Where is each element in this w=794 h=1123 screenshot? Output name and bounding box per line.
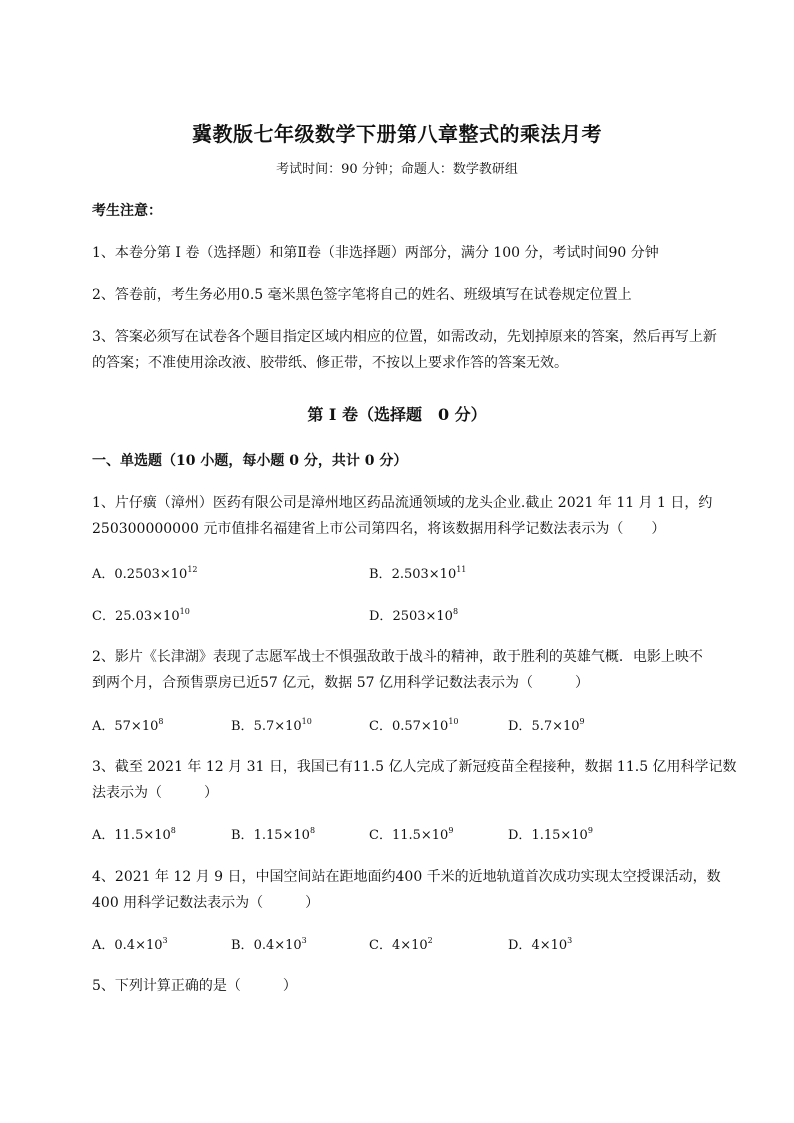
option-base: 11.5×10 [391, 828, 449, 843]
option-base: 4×10 [391, 938, 428, 953]
question-1-line-2: 250300000000 元市值排名福建省上市公司第四名，将该数据用科学记数法表示为（ ） [92, 521, 666, 537]
page-title: 冀教版七年级数学下册第八章整式的乘法月考 [192, 122, 602, 146]
option-label: A． [92, 828, 115, 843]
q2-option-a[interactable] [92, 715, 163, 734]
question-4-line-1: 4、2021 年 12 月 9 日，中国空间站在距地面约400 千米的近地轨道首次成功实现太空授课活动，数 [92, 869, 721, 885]
option-label: A． [92, 567, 115, 582]
q4-option-a[interactable] [92, 934, 168, 953]
option-label: C． [92, 609, 115, 624]
question-1-line-1: 1、片仔癀（漳州）医药有限公司是漳州地区药品流通领域的龙头企业.截止 2021 年 11 月 1 日，约 [92, 495, 713, 511]
option-exponent: 3 [567, 936, 573, 945]
option-label: D． [508, 938, 532, 953]
notice-item-3: 3、答案必须写在试卷各个题目指定区域内相应的位置，如需改动，先划掉原来的答案，然后再写上新 [92, 329, 717, 345]
option-base: 0.2503×10 [114, 567, 188, 582]
q1-option-b[interactable] [369, 563, 466, 582]
option-label: D． [369, 609, 393, 624]
question-5-line-1: 5、下列计算正确的是（ ） [92, 978, 297, 994]
option-label: D． [508, 719, 532, 734]
q2-option-b[interactable] [231, 715, 312, 734]
option-base: 11.5×10 [114, 828, 171, 843]
q4-option-c[interactable] [369, 934, 433, 953]
option-label: B． [231, 938, 254, 953]
question-4-line-2: 400 用科学记数法表示为（ ） [92, 895, 320, 911]
question-2-line-2: 到两个月，合预售票房已近57 亿元，数据 57 亿用科学记数法表示为（ ） [92, 675, 589, 691]
q3-option-c[interactable] [369, 824, 453, 843]
section-title: 第 I 卷（选择题 0 分） [307, 405, 487, 424]
option-exponent: 10 [448, 717, 459, 726]
option-label: D． [508, 828, 532, 843]
option-exponent: 11 [456, 565, 467, 574]
option-label: C． [369, 719, 392, 734]
option-label: B． [369, 567, 392, 582]
option-exponent: 8 [158, 717, 164, 726]
option-exponent: 8 [452, 607, 459, 616]
notice-heading: 考生注意： [92, 203, 162, 219]
q1-option-c[interactable] [92, 605, 190, 624]
option-label: B． [231, 828, 254, 843]
q4-option-b[interactable] [231, 934, 307, 953]
option-base: 0.4×10 [114, 938, 163, 953]
q3-option-a[interactable] [92, 824, 176, 843]
notice-item-3-cont: 的答案；不准使用涂改液、胶带纸、修正带，不按以上要求作答的答案无效。 [92, 355, 568, 371]
option-exponent: 10 [179, 607, 190, 616]
option-label: B． [231, 719, 254, 734]
option-exponent: 9 [579, 717, 585, 726]
notice-item-2: 2、答卷前，考生务必用0.5 毫米黑色签字笔将自己的姓名、班级填写在试卷规定位置上 [92, 287, 632, 303]
option-base: 5.7×10 [253, 719, 302, 734]
question-3-line-1: 3、截至 2021 年 12 月 31 日，我国已有11.5 亿人完成了新冠疫苗全程接种，数据 11.5 亿用科学记数 [92, 759, 737, 775]
option-exponent: 12 [187, 565, 198, 574]
option-label: A． [92, 938, 115, 953]
option-base: 25.03×10 [114, 609, 180, 624]
option-exponent: 9 [587, 826, 593, 835]
option-exponent: 8 [170, 826, 176, 835]
option-base: 0.57×10 [391, 719, 449, 734]
option-exponent: 2 [427, 936, 433, 945]
option-exponent: 9 [448, 826, 454, 835]
q3-option-d[interactable] [508, 824, 593, 843]
part-heading: 一、单选题（10 小题，每小题 0 分，共计 0 分） [92, 453, 408, 469]
option-exponent: 3 [301, 936, 307, 945]
q2-option-d[interactable] [508, 715, 585, 734]
q4-option-d[interactable] [508, 934, 572, 953]
option-base: 2503×10 [392, 609, 453, 624]
q1-option-a[interactable] [92, 563, 198, 582]
q3-option-b[interactable] [231, 824, 315, 843]
option-label: C． [369, 938, 392, 953]
question-3-line-2: 法表示为（ ） [92, 785, 218, 801]
q1-option-d[interactable] [369, 605, 458, 624]
option-base: 5.7×10 [531, 719, 580, 734]
option-exponent: 3 [162, 936, 168, 945]
q2-option-c[interactable] [369, 715, 459, 734]
option-base: 2.503×10 [391, 567, 457, 582]
option-base: 4×10 [531, 938, 568, 953]
option-base: 57×10 [114, 719, 159, 734]
option-base: 1.15×10 [531, 828, 588, 843]
option-base: 1.15×10 [253, 828, 310, 843]
notice-item-1: 1、本卷分第 I 卷（选择题）和第Ⅱ卷（非选择题）两部分，满分 100 分，考试时间90 分钟 [92, 245, 659, 261]
exam-subtitle: 考试时间：90 分钟；命题人：数学教研组 [276, 162, 518, 177]
option-exponent: 10 [301, 717, 312, 726]
option-label: C． [369, 828, 392, 843]
option-base: 0.4×10 [253, 938, 302, 953]
option-label: A． [92, 719, 115, 734]
option-exponent: 8 [309, 826, 316, 835]
question-2-line-1: 2、影片《长津湖》表现了志愿军战士不惧强敌敢于战斗的精神，敢于胜利的英雄气概．电影上映不 [92, 649, 703, 665]
